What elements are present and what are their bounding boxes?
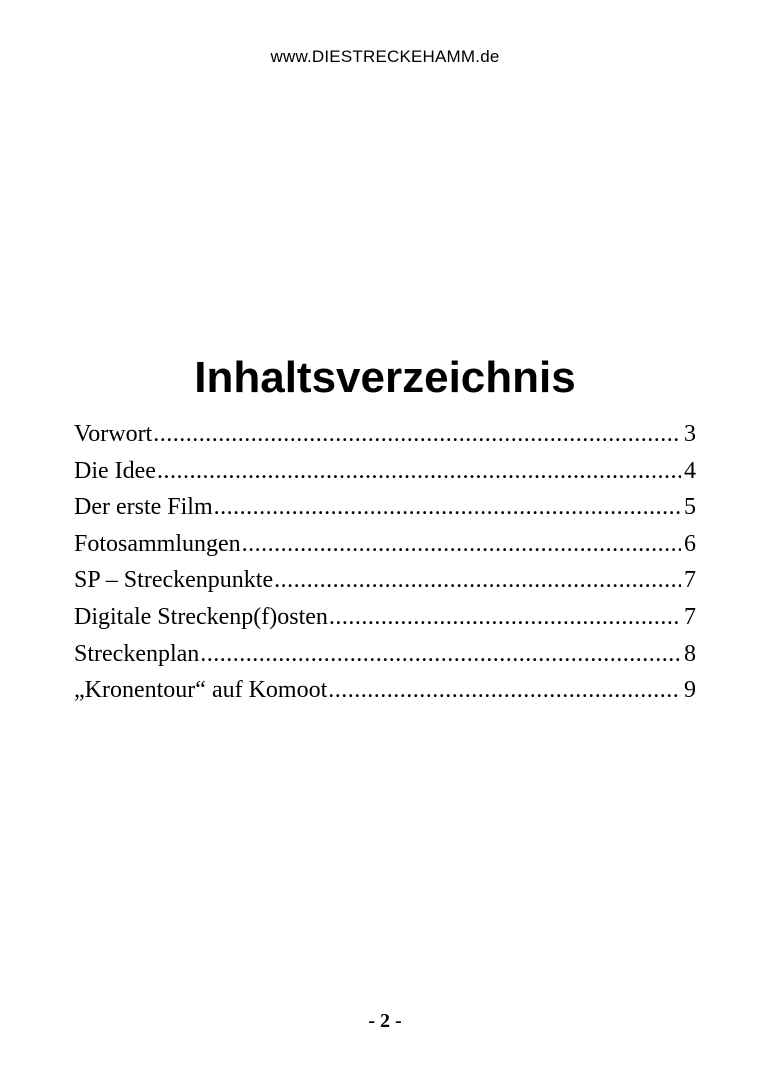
toc-dot-leader <box>157 453 681 490</box>
toc-entry-kronentour[interactable] <box>74 672 696 709</box>
toc-entry-page: 3 <box>684 421 696 447</box>
page-number: - 2 - <box>368 1010 402 1032</box>
toc-dot-leader <box>328 672 681 709</box>
page-header-url: www.DIESTRECKEHAMM.de <box>270 47 500 66</box>
toc-entry-title: SP – Streckenpunkte <box>74 567 274 594</box>
toc-entry-vorwort[interactable] <box>74 416 696 453</box>
toc-entry-page: 6 <box>684 530 696 557</box>
toc-dot-leader <box>274 562 681 599</box>
toc-dot-leader <box>200 636 681 673</box>
toc-entry-page: 7 <box>684 603 696 630</box>
toc-dot-leader <box>214 489 681 526</box>
toc-dot-leader <box>329 599 681 636</box>
toc-entry-page: 5 <box>684 494 696 521</box>
toc-entry-title: Vorwort <box>74 421 153 447</box>
toc-entry-title: Die Idee <box>74 457 156 484</box>
toc-entry-der-erste-film[interactable] <box>74 489 696 526</box>
toc-entry-streckenplan[interactable] <box>74 636 696 673</box>
toc-entry-die-idee[interactable] <box>74 453 696 490</box>
toc-entry-digitale-streckenposten[interactable] <box>74 599 696 636</box>
toc-entry-page: 9 <box>684 677 696 704</box>
table-of-contents <box>74 416 696 709</box>
toc-entry-title: Streckenplan <box>74 640 200 667</box>
toc-dot-leader <box>242 526 681 563</box>
toc-title: Inhaltsverzeichnis <box>194 353 576 402</box>
toc-entry-title: Fotosammlungen <box>74 530 241 557</box>
toc-dot-leader <box>153 416 681 453</box>
toc-entry-streckenpunkte[interactable] <box>74 562 696 599</box>
toc-entry-title: „Kronentour“ auf Komoot <box>74 677 328 704</box>
toc-entry-fotosammlungen[interactable] <box>74 526 696 563</box>
toc-entry-page: 8 <box>684 640 696 667</box>
toc-entry-page: 4 <box>684 457 696 484</box>
toc-entry-title: Der erste Film <box>74 494 213 521</box>
toc-entry-page: 7 <box>684 567 696 594</box>
toc-entry-title: Digitale Streckenp(f)osten <box>74 603 328 630</box>
